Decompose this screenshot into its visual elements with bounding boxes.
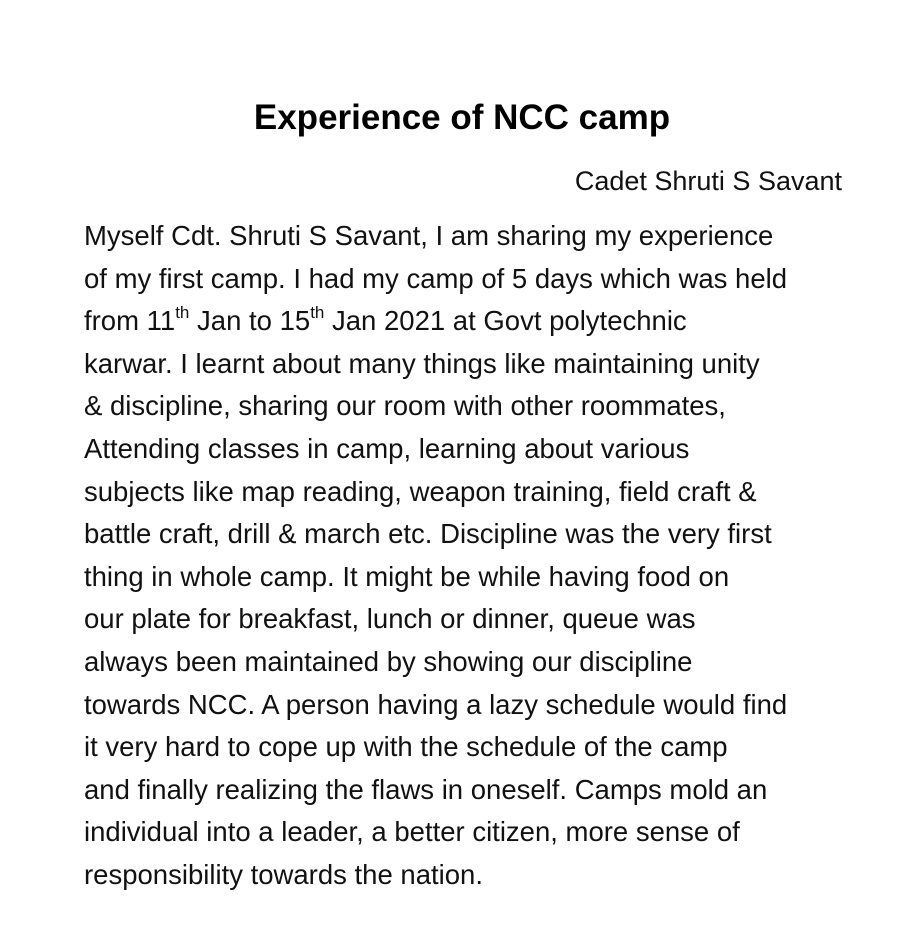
paragraph-line: from 11th Jan to 15th Jan 2021 at Govt polytechnic	[84, 303, 687, 337]
paragraph-line: Myself Cdt. Shruti S Savant, I am sharing my experience	[84, 220, 774, 251]
document-title: Experience of NCC camp	[253, 98, 671, 137]
paragraph-line: battle craft, drill & march etc. Discipline was the very first	[84, 518, 772, 550]
paragraph-line: of my first camp. I had my camp of 5 days which was held	[84, 262, 788, 294]
ordinal-suffix: th	[310, 303, 325, 323]
paragraph-line: subjects like map reading, weapon training, field craft &	[84, 475, 757, 507]
paragraph-line: individual into a leader, a better citizen, more sense of	[84, 816, 740, 848]
author-name: Cadet Shruti S Savant	[574, 166, 842, 196]
paragraph-line: our plate for breakfast, lunch or dinner, queue was	[84, 603, 696, 635]
paragraph-line: towards NCC. A person having a lazy schedule would find	[84, 688, 788, 720]
body-paragraph	[84, 215, 864, 897]
paragraph-line: always been maintained by showing our discipline	[84, 645, 693, 677]
paragraph-line: Attending classes in camp, learning about various	[84, 432, 690, 464]
paragraph-line: & discipline, sharing our room with other roommates,	[84, 390, 726, 422]
paragraph-line: it very hard to cope up with the schedule of the camp	[84, 731, 728, 763]
paragraph-line: and finally realizing the flaws in oneself. Camps mold an	[84, 773, 768, 805]
paragraph-line: thing in whole camp. It might be while having food on	[84, 560, 730, 592]
paragraph-line: responsibility towards the nation.	[84, 858, 483, 890]
ordinal-suffix: th	[175, 303, 190, 323]
paragraph-line: karwar. I learnt about many things like maintaining unity	[84, 347, 760, 379]
